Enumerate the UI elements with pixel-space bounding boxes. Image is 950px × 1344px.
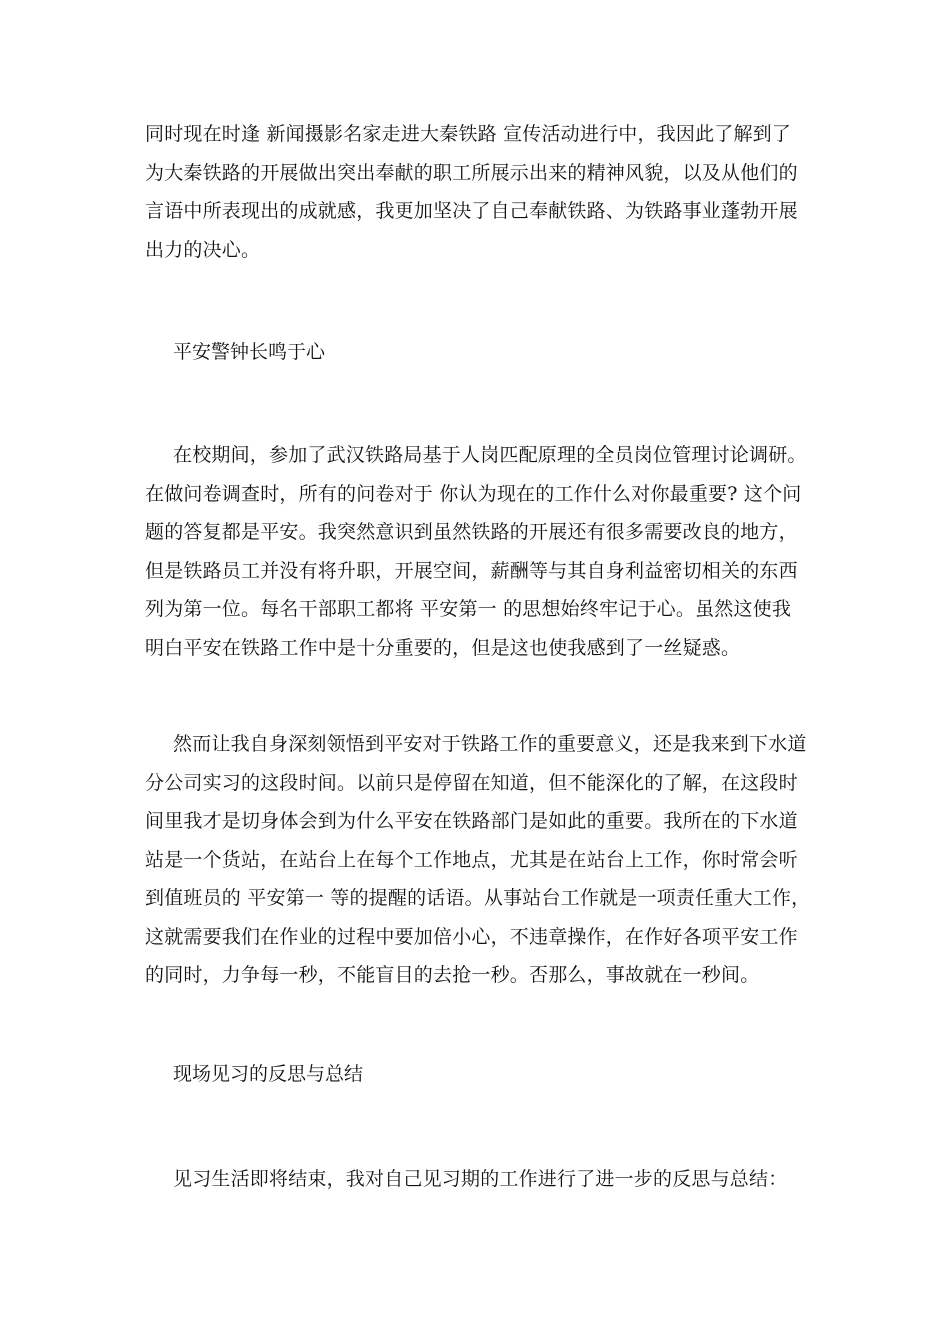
paragraph-line: 同时现在时逢 新闻摄影名家走进大秦铁路 宣传活动进行中，我因此了解到了 xyxy=(145,123,792,145)
paragraph-line: 在校期间，参加了武汉铁路局基于人岗匹配原理的全员岗位管理讨论调研。 xyxy=(173,444,807,466)
paragraph-line: 然而让我自身深刻领悟到平安对于铁路工作的重要意义，还是我来到下水道 xyxy=(173,733,807,755)
paragraph-line: 列为第一位。每名干部职工都将 平安第一 的思想始终牢记于心。虽然这使我 xyxy=(145,598,792,620)
paragraph-line: 间里我才是切身体会到为什么平安在铁路部门是如此的重要。我所在的下水道 xyxy=(145,810,798,832)
paragraph-line: 见习生活即将结束，我对自己见习期的工作进行了进一步的反思与总结： xyxy=(173,1168,788,1190)
section-heading-safety: 平安警钟长鸣于心 xyxy=(173,341,326,363)
paragraph-line: 出力的决心。 xyxy=(145,238,261,261)
paragraph-line: 分公司实习的这段时间。以前只是停留在知道，但不能深化的了解，在这段时 xyxy=(145,771,798,794)
paragraph-railway-spirit xyxy=(145,115,805,269)
paragraph-reflection-intro xyxy=(145,1160,805,1199)
paragraph-line: 到值班员的 平安第一 等的提醒的话语。从事站台工作就是一项责任重大工作， xyxy=(145,887,811,909)
paragraph-line: 为大秦铁路的开展做出突出奉献的职工所展示出来的精神风貌，以及从他们的 xyxy=(145,161,798,184)
paragraph-internship xyxy=(145,725,811,995)
paragraph-survey xyxy=(145,436,805,667)
paragraph-line: 站是一个货站，在站台上在每个工作地点，尤其是在站台上工作，你时常会听 xyxy=(145,848,798,871)
paragraph-line: 但是铁路员工并没有将升职，开展空间，薪酬等与其自身利益密切相关的东西 xyxy=(145,559,798,582)
section-heading-reflection: 现场见习的反思与总结 xyxy=(173,1063,364,1085)
paragraph-line: 题的答复都是平安。我突然意识到虽然铁路的开展还有很多需要改良的地方， xyxy=(145,521,798,543)
paragraph-line: 明白平安在铁路工作中是十分重要的，但是这也使我感到了一丝疑惑。 xyxy=(145,636,741,659)
paragraph-line: 在做问卷调查时，所有的问卷对于 你认为现在的工作什么对你最重要? 这个问 xyxy=(145,482,802,505)
paragraph-line: 的同时，力争每一秒，不能盲目的去抢一秒。否那么，事故就在一秒间。 xyxy=(145,964,760,986)
paragraph-line: 言语中所表现出的成就感，我更加坚决了自己奉献铁路、为铁路事业蓬勃开展 xyxy=(145,200,798,222)
paragraph-line: 这就需要我们在作业的过程中要加倍小心，不违章操作，在作好各项平安工作 xyxy=(145,925,798,948)
